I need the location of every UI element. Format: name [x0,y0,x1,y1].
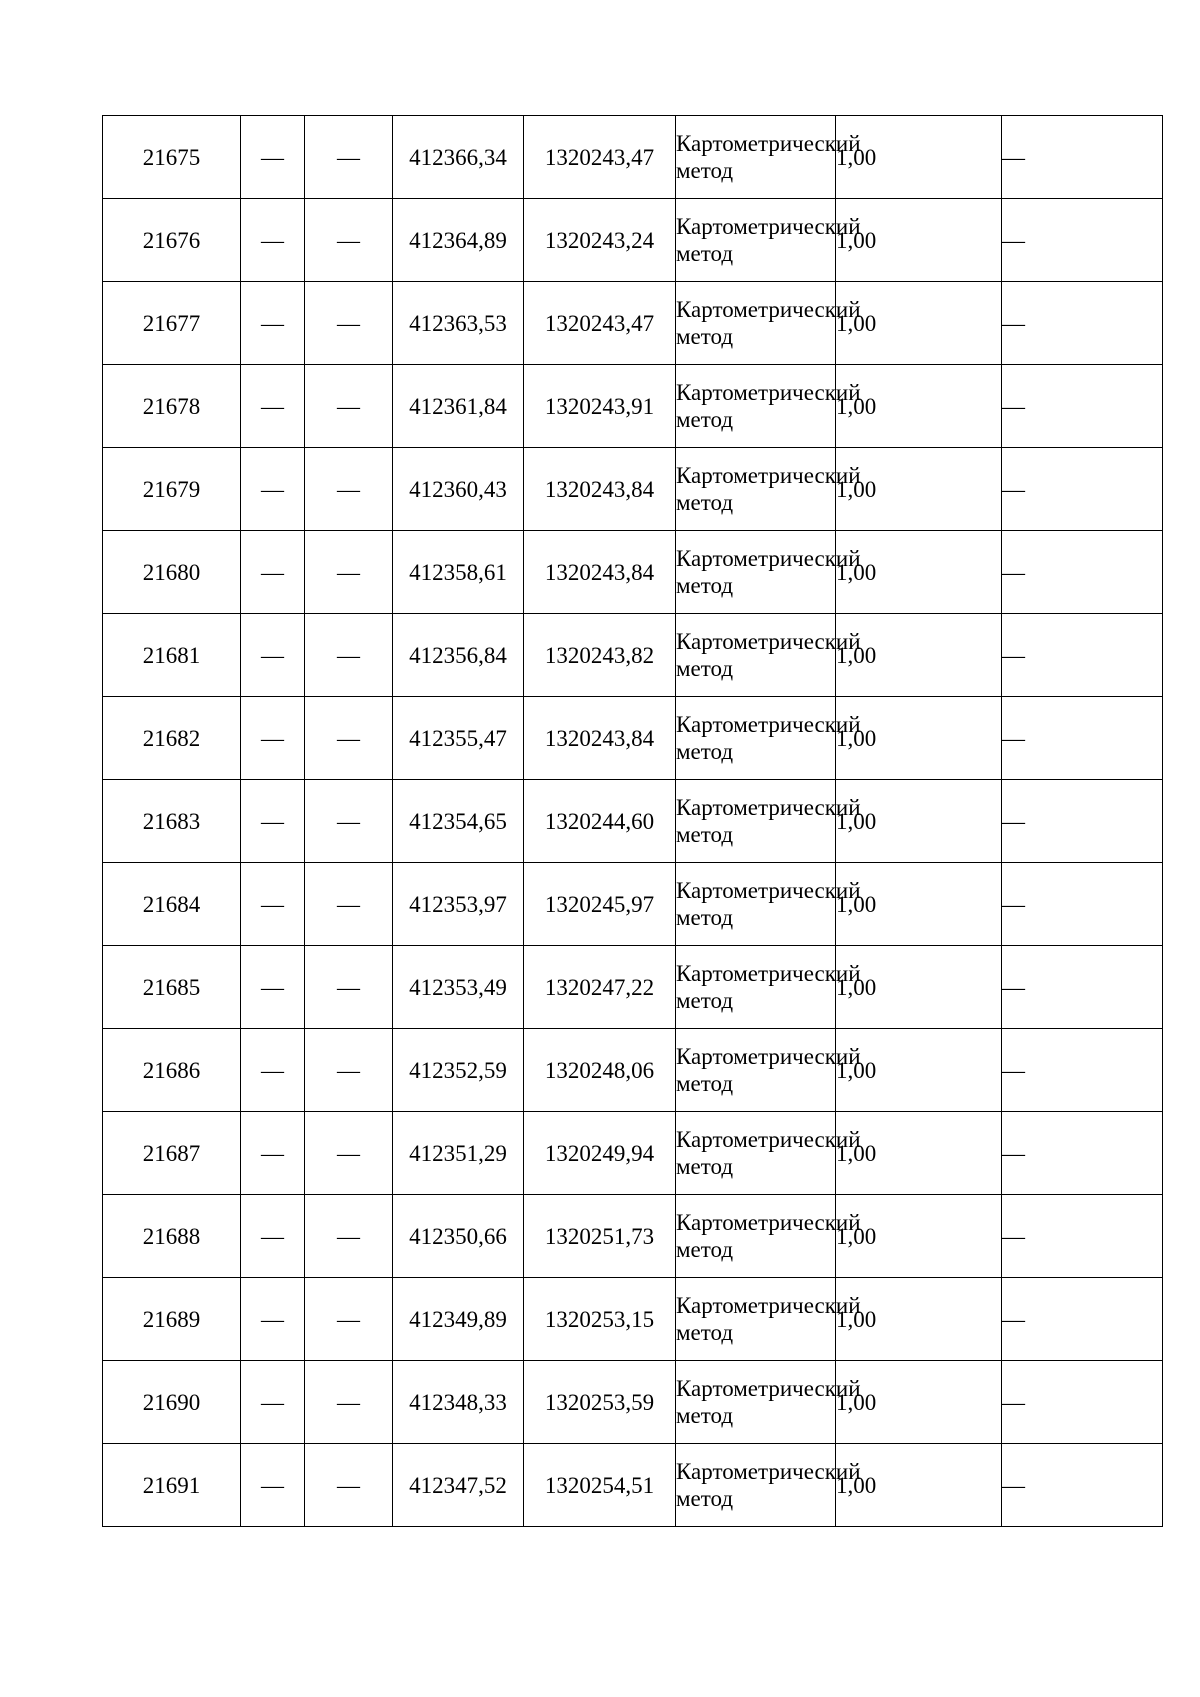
method-text: Картометрический метод [676,297,861,349]
note-cell: — [1002,1029,1163,1112]
dash-cell: — [305,365,393,448]
dash-cell: — [305,1029,393,1112]
accuracy-cell: 1,00 [836,1112,1002,1195]
table-row [103,1278,1163,1361]
point-number-cell: 21675 [103,116,241,199]
x-coordinate-cell: 412366,34 [393,116,524,199]
note-cell: — [1002,116,1163,199]
method-text: Картометрический метод [676,795,861,847]
x-coordinate-cell: 412363,53 [393,282,524,365]
note-cell: — [1002,199,1163,282]
method-text: Картометрический метод [676,1210,861,1262]
table-row [103,863,1163,946]
accuracy-cell: 1,00 [836,1444,1002,1527]
note-cell: — [1002,448,1163,531]
method-text: Картометрический метод [676,1293,861,1345]
dash-cell: — [241,697,305,780]
note-cell: — [1002,282,1163,365]
accuracy-cell: 1,00 [836,282,1002,365]
note-cell: — [1002,780,1163,863]
y-coordinate-cell: 1320254,51 [524,1444,676,1527]
table-row [103,282,1163,365]
note-cell: — [1002,1278,1163,1361]
dash-cell: — [305,697,393,780]
method-text: Картометрический метод [676,629,861,681]
dash-cell: — [305,531,393,614]
dash-cell: — [305,1195,393,1278]
table-row [103,199,1163,282]
dash-cell: — [305,448,393,531]
dash-cell: — [241,946,305,1029]
dash-cell: — [241,1112,305,1195]
dash-cell: — [305,282,393,365]
table-row [103,697,1163,780]
x-coordinate-cell: 412349,89 [393,1278,524,1361]
table-row [103,780,1163,863]
y-coordinate-cell: 1320243,84 [524,531,676,614]
accuracy-cell: 1,00 [836,697,1002,780]
x-coordinate-cell: 412351,29 [393,1112,524,1195]
table-row [103,946,1163,1029]
table-row [103,365,1163,448]
method-text: Картометрический метод [676,961,861,1013]
method-text: Картометрический метод [676,131,861,183]
table-row [103,614,1163,697]
x-coordinate-cell: 412361,84 [393,365,524,448]
dash-cell: — [241,1278,305,1361]
x-coordinate-cell: 412352,59 [393,1029,524,1112]
point-number-cell: 21681 [103,614,241,697]
table-row [103,1112,1163,1195]
accuracy-cell: 1,00 [836,1029,1002,1112]
method-text: Картометрический метод [676,1459,861,1511]
dash-cell: — [241,780,305,863]
table-row [103,1444,1163,1527]
dash-cell: — [241,863,305,946]
dash-cell: — [241,1444,305,1527]
x-coordinate-cell: 412356,84 [393,614,524,697]
y-coordinate-cell: 1320245,97 [524,863,676,946]
dash-cell: — [305,863,393,946]
y-coordinate-cell: 1320243,47 [524,116,676,199]
table-row [103,531,1163,614]
method-text: Картометрический метод [676,214,861,266]
note-cell: — [1002,365,1163,448]
point-number-cell: 21687 [103,1112,241,1195]
point-number-cell: 21679 [103,448,241,531]
y-coordinate-cell: 1320243,91 [524,365,676,448]
dash-cell: — [241,116,305,199]
method-text: Картометрический метод [676,546,861,598]
accuracy-cell: 1,00 [836,531,1002,614]
y-coordinate-cell: 1320244,60 [524,780,676,863]
method-text: Картометрический метод [676,380,861,432]
table-row [103,116,1163,199]
y-coordinate-cell: 1320243,24 [524,199,676,282]
y-coordinate-cell: 1320243,82 [524,614,676,697]
dash-cell: — [241,365,305,448]
x-coordinate-cell: 412360,43 [393,448,524,531]
note-cell: — [1002,863,1163,946]
dash-cell: — [305,116,393,199]
accuracy-cell: 1,00 [836,614,1002,697]
y-coordinate-cell: 1320243,84 [524,697,676,780]
point-number-cell: 21689 [103,1278,241,1361]
point-number-cell: 21683 [103,780,241,863]
dash-cell: — [241,282,305,365]
point-number-cell: 21686 [103,1029,241,1112]
method-text: Картометрический метод [676,463,861,515]
dash-cell: — [305,199,393,282]
method-text: Картометрический метод [676,1127,861,1179]
x-coordinate-cell: 412358,61 [393,531,524,614]
dash-cell: — [241,199,305,282]
table-row [103,1195,1163,1278]
note-cell: — [1002,531,1163,614]
method-text: Картометрический метод [676,712,861,764]
x-coordinate-cell: 412347,52 [393,1444,524,1527]
accuracy-cell: 1,00 [836,448,1002,531]
note-cell: — [1002,614,1163,697]
point-number-cell: 21680 [103,531,241,614]
y-coordinate-cell: 1320251,73 [524,1195,676,1278]
dash-cell: — [241,1195,305,1278]
note-cell: — [1002,1112,1163,1195]
dash-cell: — [241,614,305,697]
accuracy-cell: 1,00 [836,199,1002,282]
y-coordinate-cell: 1320249,94 [524,1112,676,1195]
accuracy-cell: 1,00 [836,1195,1002,1278]
point-number-cell: 21691 [103,1444,241,1527]
x-coordinate-cell: 412353,97 [393,863,524,946]
note-cell: — [1002,946,1163,1029]
method-text: Картометрический метод [676,878,861,930]
y-coordinate-cell: 1320247,22 [524,946,676,1029]
dash-cell: — [305,780,393,863]
table-row [103,448,1163,531]
table-body [103,116,1163,1527]
dash-cell: — [305,1444,393,1527]
dash-cell: — [241,1361,305,1444]
y-coordinate-cell: 1320243,47 [524,282,676,365]
dash-cell: — [305,1361,393,1444]
accuracy-cell: 1,00 [836,1278,1002,1361]
y-coordinate-cell: 1320248,06 [524,1029,676,1112]
point-number-cell: 21685 [103,946,241,1029]
accuracy-cell: 1,00 [836,1361,1002,1444]
dash-cell: — [305,1278,393,1361]
dash-cell: — [241,1029,305,1112]
point-number-cell: 21677 [103,282,241,365]
dash-cell: — [305,614,393,697]
x-coordinate-cell: 412348,33 [393,1361,524,1444]
point-number-cell: 21682 [103,697,241,780]
dash-cell: — [241,531,305,614]
point-number-cell: 21690 [103,1361,241,1444]
accuracy-cell: 1,00 [836,365,1002,448]
coordinates-table [102,115,1163,1527]
point-number-cell: 21676 [103,199,241,282]
table-row [103,1029,1163,1112]
method-text: Картометрический метод [676,1044,861,1096]
note-cell: — [1002,1195,1163,1278]
accuracy-cell: 1,00 [836,116,1002,199]
note-cell: — [1002,1361,1163,1444]
note-cell: — [1002,1444,1163,1527]
point-number-cell: 21684 [103,863,241,946]
accuracy-cell: 1,00 [836,863,1002,946]
table-row [103,1361,1163,1444]
point-number-cell: 21678 [103,365,241,448]
point-number-cell: 21688 [103,1195,241,1278]
x-coordinate-cell: 412364,89 [393,199,524,282]
x-coordinate-cell: 412355,47 [393,697,524,780]
x-coordinate-cell: 412353,49 [393,946,524,1029]
note-cell: — [1002,697,1163,780]
accuracy-cell: 1,00 [836,780,1002,863]
method-text: Картометрический метод [676,1376,861,1428]
y-coordinate-cell: 1320243,84 [524,448,676,531]
x-coordinate-cell: 412354,65 [393,780,524,863]
dash-cell: — [241,448,305,531]
y-coordinate-cell: 1320253,59 [524,1361,676,1444]
x-coordinate-cell: 412350,66 [393,1195,524,1278]
dash-cell: — [305,946,393,1029]
accuracy-cell: 1,00 [836,946,1002,1029]
dash-cell: — [305,1112,393,1195]
y-coordinate-cell: 1320253,15 [524,1278,676,1361]
